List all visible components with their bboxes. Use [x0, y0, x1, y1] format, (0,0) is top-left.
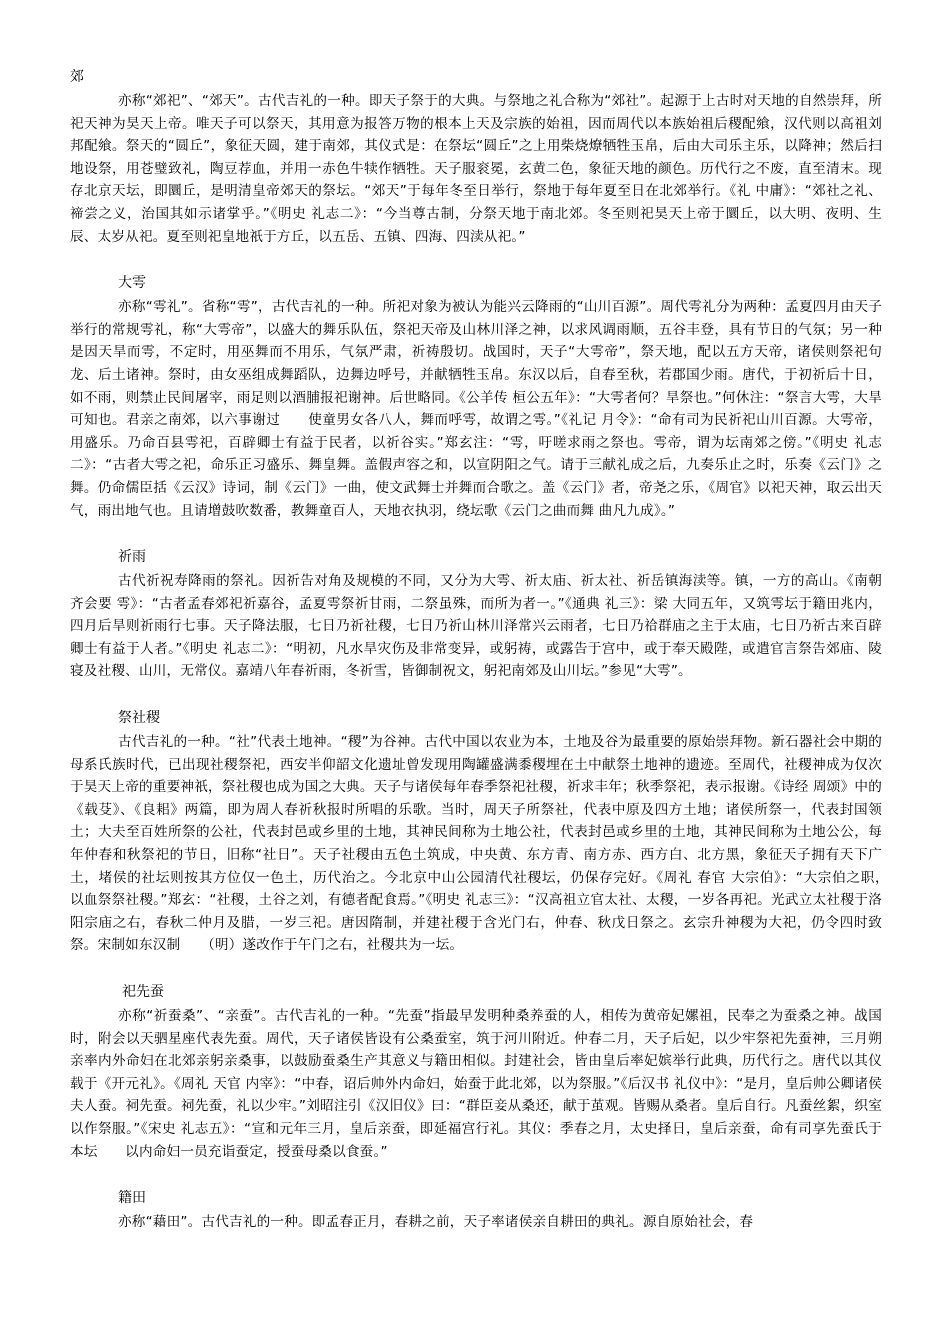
- entry-body: 古代祈祝寿降雨的祭礼。因祈告对角及规模的不同，又分为大雩、祈太庙、祈太社、祈岳镇海渎等。镇，一方的高山。《南朝齐会要 雩》：“古者孟春郊祀祈嘉谷，孟夏雩祭祈甘雨，二祭虽殊，而所为者一。”《通典 礼三》：梁 大同五年，又筑雩坛于籍田兆内，四月后旱则祈雨行七事。天子降法服，七日乃祈社稷，七日乃祈山林川泽常兴云雨者，七日乃祫群庙之主于太庙，七日乃祈古来百辟卿士有益于人者。”《明史 礼志二》：“明初，凡水旱灾伤及非常变异，或躬祷，或露告于宫中，或于奉天殿陛，或遣官言祭告郊庙、陵寝及社稷、山川，无常仪。嘉靖八年春祈雨，冬祈雪，皆御制祝文，躬祀南郊及山川坛。”参见“大雩”。: [70, 573, 882, 680]
- entry-jisheji: [70, 705, 910, 957]
- entry-body: 亦称“祈蚕桑”、“亲蚕”。古代吉礼的一种。“先蚕”指最早发明种桑养蚕的人，相传为黄帝妃嫘祖，民奉之为蚕桑之神。战国时，附会以天驷星座代表先蚕。周代，天子诸侯皆设有公桑蚕室，筑于河川附近。仲春二月，天子后妃，以少牢祭祀先蚕神，三月朔亲率内外命妇在北郊亲躬亲桑事，以鼓励蚕桑生产其意义与籍田相似。封建社会，皆由皇后率妃嫔举行此典，历代行之。唐代以其仪载于《开元礼》。《周礼 天官 内宰》：“中春，诏后帅外内命妇，始蚕于此北郊，以为祭服。”《后汉书 礼仪中》：“是月，皇后帅公卿诸侯夫人蚕。祠先蚕。祠先蚕，礼以少牢。”刘昭注引《汉旧仪》曰：“群臣妾从桑还，献于茧观。皆赐从桑者。皇后自行。凡蚕丝絮，织室以作祭服。”《宋史 礼志五》：“宣和元年三月，皇后亲蚕，即延福宫行礼。其仪：季春之月，太史择日，皇后亲蚕，命有司享先蚕氏于本坛 以内命妇一员充诣蚕定，授蚕母桑以食蚕。”: [70, 1008, 882, 1160]
- entry-title: 祈雨: [118, 549, 146, 566]
- entry-title: 郊: [70, 69, 84, 85]
- section-gap: [70, 957, 882, 979]
- document-page: [70, 64, 910, 1334]
- entry-qiyu: [70, 544, 882, 683]
- entry-jitian: [70, 1185, 882, 1234]
- entry-title: 大雩: [118, 275, 146, 292]
- entry-title: 祀先蚕: [122, 984, 164, 1000]
- entry-title: 籍田: [118, 1190, 146, 1207]
- entry-body: 亦称“藉田”。古代吉礼的一种。即孟春正月，春耕之前，天子率诸侯亲自耕田的典礼。源自原始社会，春: [118, 1214, 754, 1231]
- section-gap: [70, 522, 882, 544]
- entry-dayu: [70, 270, 882, 522]
- entry-body: 亦称“雩礼”。省称“雩”，古代吉礼的一种。所祀对象为被认为能兴云降雨的“山川百源”。周代雩礼分为两种：孟夏四月由天子举行的常规雩礼，称“大雩帝”，以盛大的舞乐队伍，祭祀天帝及山林川泽之神，以求风调雨顺，五谷丰登，具有节日的气氛；另一种是因天旱而雩，不定时，用巫舞而不用乐，气氛严肃，祈祷殷切。战国时，天子“大雩帝”，祭天地，配以五方天帝，诸侯则祭祀句龙、后土诸神。祭时，由女巫组成舞蹈队，边舞边呼号，并献牺牲玉帛。东汉以后，自春至秋，若郡国少雨。唐代，于初祈后十日，如不雨，则禁止民间屠宰，雨足则以酒脯报祀谢神。后世略同。《公羊传 桓公五年》：“大雩者何？旱祭也。”何休注：“祭言大雩，大旱可知也。君亲之南郊，以六事谢过 使童男女各八人，舞而呼雩，故谓之雩。”《礼记 月令》：“命有司为民祈祀山川百源。大雩帝，用盛乐。乃命百县雩祀，百辟卿士有益于民者，以祈谷实。”郑玄注：“雩，吁嗟求雨之祭也。雩帝，谓为坛南郊之傍。”《明史 礼志二》：“古者大雩之祀，命乐正习盛乐、舞皇舞。盖假声容之和，以宣阴阳之气。请于三献礼成之后，九奏乐止之时，乐奏《云门》之舞。仍命儒臣括《云汉》诗词，制《云门》一曲，使文武舞士并舞而合歌之。盖《云门》者，帝尧之乐，《周官》以祀天神，取云出天气，雨出地气也。且请增鼓吹数番，教舞童百人，天地衣执羽，绕坛歌《云门之曲而舞 曲凡九成》。”: [70, 299, 882, 519]
- entry-jiao: [70, 64, 882, 248]
- entry-title: 祭社稷: [118, 710, 160, 727]
- section-gap: [70, 1163, 882, 1185]
- entry-sixiancan: [70, 979, 882, 1163]
- section-gap: [70, 248, 882, 270]
- entry-body: 亦称“郊祀”、“郊天”。古代吉礼的一种。即天子祭于的大典。与祭地之礼合称为“郊社”。起源于上古时对天地的自然崇拜，所祀天神为昊天上帝。唯天子可以祭天，其用意为报答万物的根本上天及宗族的始祖，因而周代以本族始祖后稷配飨，汉代则以高祖刘邦配飨。祭天的“圆丘”，象征天圆，建于南郊，其仪式是：在祭坛“圆丘”之上用柴烧燎牺牲玉帛，后由大司乐主乐，以降神；然后扫地设祭，用苍璧致礼，陶豆荐血，并用一赤色牛犊作牺牲。天子服衮冕，玄黄二色，象征天地的颜色。历代行之不废，直至清末。现存北京天坛，即圜丘，是明清皇帝郊天的祭坛。“郊天”于每年冬至日举行，祭地于每年夏至日在北郊举行。《礼 中庸》：“郊社之礼、禘尝之义，治国其如示诸掌乎。”《明史 礼志二》：“今当尊古制，分祭天地于南北郊。冬至则祀昊天上帝于圜丘，以大明、夜明、生辰、太岁从祀。夏至则祀皇地祇于方丘，以五岳、五镇、四海、四渎从祀。”: [70, 93, 882, 245]
- entry-body: 古代吉礼的一种。“社”代表土地神。“稷”为谷神。古代中国以农业为本，土地及谷为最重要的原始崇拜物。新石器社会中期的母系氏族时代，已出现社稷祭祀，西安半仰韶文化遗址曾发现用陶罐盛满黍稷埋在土中献祭土地神的遗迹。至周代，社稷神成为仅次于昊天上帝的重要神祇，祭社稷也成为国之大典。天子与诸侯每年春季祭祀社稷，祈求丰年；秋季祭祀，表示报谢。《诗经 周颂》中的《载芟》、《良耜》两篇，即为周人春祈秋报时所唱的乐歌。当时，周天子所祭社，代表中原及四方土地；诸侯所祭一，代表封国领土；大夫至百姓所祭的公社，代表封邑或乡里的土地，其神民间称为土地公社，代表封邑或乡里的土地，其神民间称为土地公公，每年仲春和秋祭祀的节日，旧称“社日”。天子社稷由五色土筑成，中央黄、东方青、南方赤、西方白、北方黑，象征天子拥有天下广土，堵侯的社坛则按其方位仅一色土，历代治之。今北京中山公园清代社稷坛，仍保存完好。《周礼 春官 大宗伯》：“大宗伯之职， 以血祭祭社稷。”郑玄：“社稷，土谷之刘，有德者配食焉。”《明史 礼志三》：“汉高祖立官太社、太稷，一岁各再祀。光武立太社稷于洛阳宗庙之右，春秋二仲月及腊，一岁三祀。唐因隋制，并建社稷于含光门右，仲春、秋戊日祭之。玄宗升神稷为大祀，仍令四时致祭。宋制如东汉制 （明）遂改作于午门之右，社稷共为一坛。: [70, 734, 910, 954]
- section-gap: [70, 683, 882, 705]
